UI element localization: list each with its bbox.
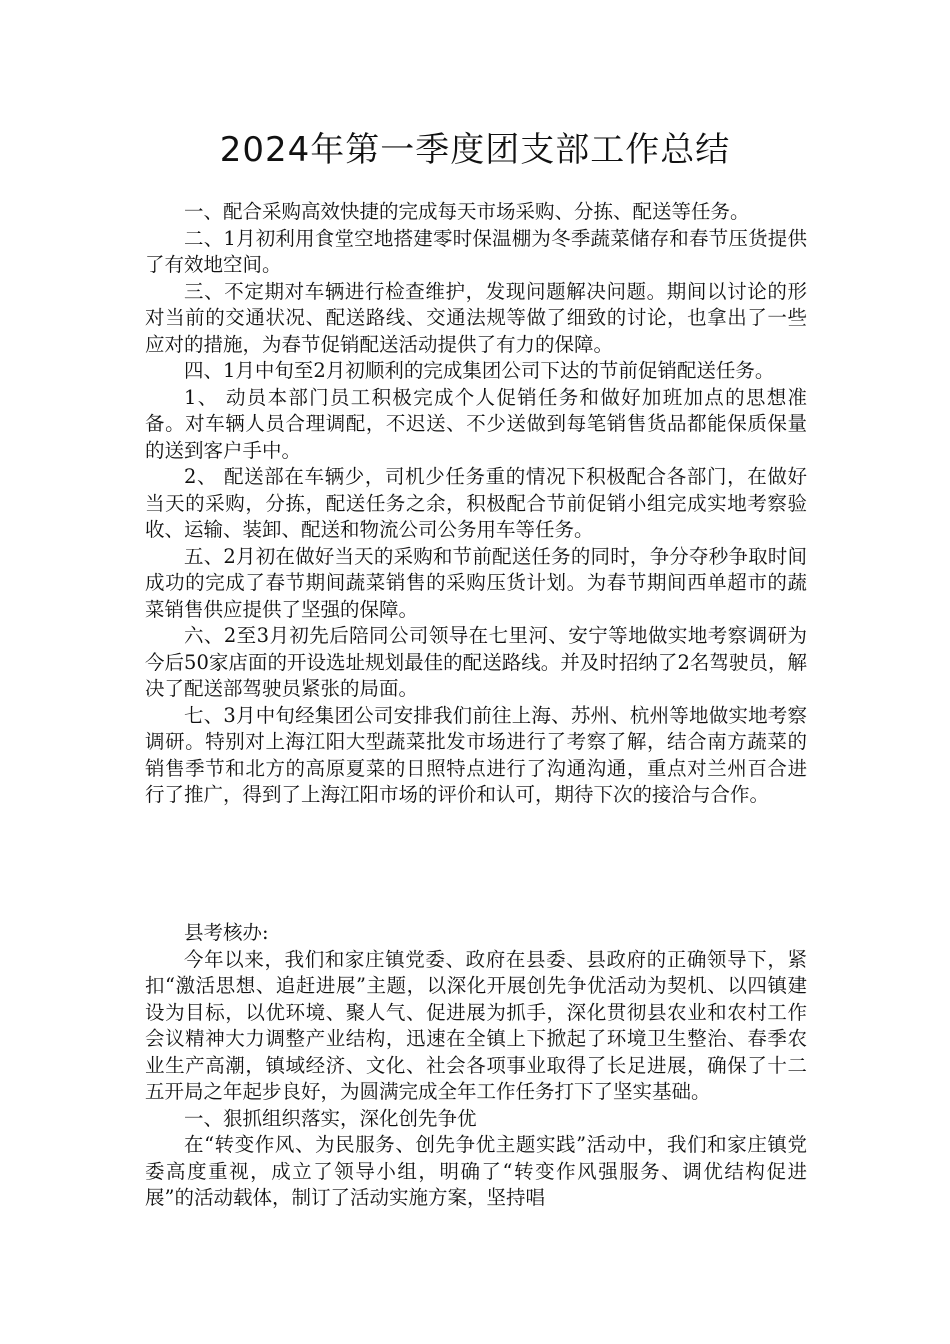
summary-item-1: 一、配合采购高效快捷的完成每天市场采购、分拣、配送等任务。 <box>184 200 750 223</box>
report-paragraph-1: 在“转变作风、为民服务、创先争优主题实践”活动中，我们和家庄镇党委高度重视，成立了领导小组，明确了“转变作风强服务、调优结构促进展”的活动载体，制订了活动实施方案，坚持唱 <box>145 1133 807 1209</box>
summary-item-6: 六、2至3月初先后陪同公司领导在七里河、安宁等地做实地考察调研为今后50家店面的开设选址规划最佳的配送路线。并及时招纳了2名驾驶员，解决了配送部驾驶员紧张的局面。 <box>145 624 807 700</box>
summary-item-7: 七、3月中旬经集团公司安排我们前往上海、苏州、杭州等地做实地考察调研。特别对上海江阳大型蔬菜批发市场进行了考察了解，结合南方蔬菜的销售季节和北方的高原夏菜的日照特点进行了沟通沟通，重点对兰州百合进行了推广，得到了上海江阳市场的评价和认可，期待下次的接洽与合作。 <box>145 703 807 806</box>
report-intro: 今年以来，我们和家庄镇党委、政府在县委、县政府的正确领导下，紧扣“激活思想、追赶进展”主题，以深化开展创先争优活动为契机、以四镇建设为目标，以优环境、聚人气、促进展为抓手，深化贯彻县农业和农村工作会议精神大力调整产业结构，迅速在全镇上下掀起了环境卫生整治、春季农业生产高潮，镇域经济、文化、社会各项事业取得了长足进展，确保了十二五开局之年起步良好，为圆满完成全年工作任务打下了坚实基础。 <box>145 947 807 1103</box>
summary-item-5: 五、2月初在做好当天的采购和节前配送任务的同时，争分夺秒争取时间成功的完成了春节期间蔬菜销售的采购压货计划。为春节期间西单超市的蔬菜销售供应提供了坚强的保障。 <box>145 544 807 621</box>
summary-subitem-1: 1、 动员本部门员工积极完成个人促销任务和做好加班加点的思想准备。对车辆人员合理调配，不迟送、不少送做到每笔销售货品都能保质保量的送到客户手中。 <box>145 385 807 462</box>
report-heading-1: 一、狠抓组织落实，深化创先争优 <box>184 1106 477 1130</box>
report-section <box>145 920 807 1212</box>
summary-subitem-2: 2、 配送部在车辆少，司机少任务重的情况下积极配合各部门，在做好当天的采购，分拣，配送任务之余，积极配合节前促销小组完成实地考察验收、运输、装卸、配送和物流公司公务用车等任务。 <box>145 465 807 541</box>
summary-item-3: 三、不定期对车辆进行检查维护，发现问题解决问题。期间以讨论的形对当前的交通状况、配送路线、交通法规等做了细致的讨论，也拿出了一些应对的措施，为春节促销配送活动提供了有力的保障。 <box>145 279 807 356</box>
summary-item-4: 四、1月中旬至2月初顺利的完成集团公司下达的节前促销配送任务。 <box>184 359 775 382</box>
summary-item-2: 二、1月初利用食堂空地搭建零时保温棚为冬季蔬菜储存和春节压货提供了有效地空间。 <box>145 226 807 276</box>
document-title: 2024年第一季度团支部工作总结 <box>219 130 731 170</box>
summary-section <box>145 199 807 809</box>
report-addressee: 县考核办: <box>184 921 269 944</box>
